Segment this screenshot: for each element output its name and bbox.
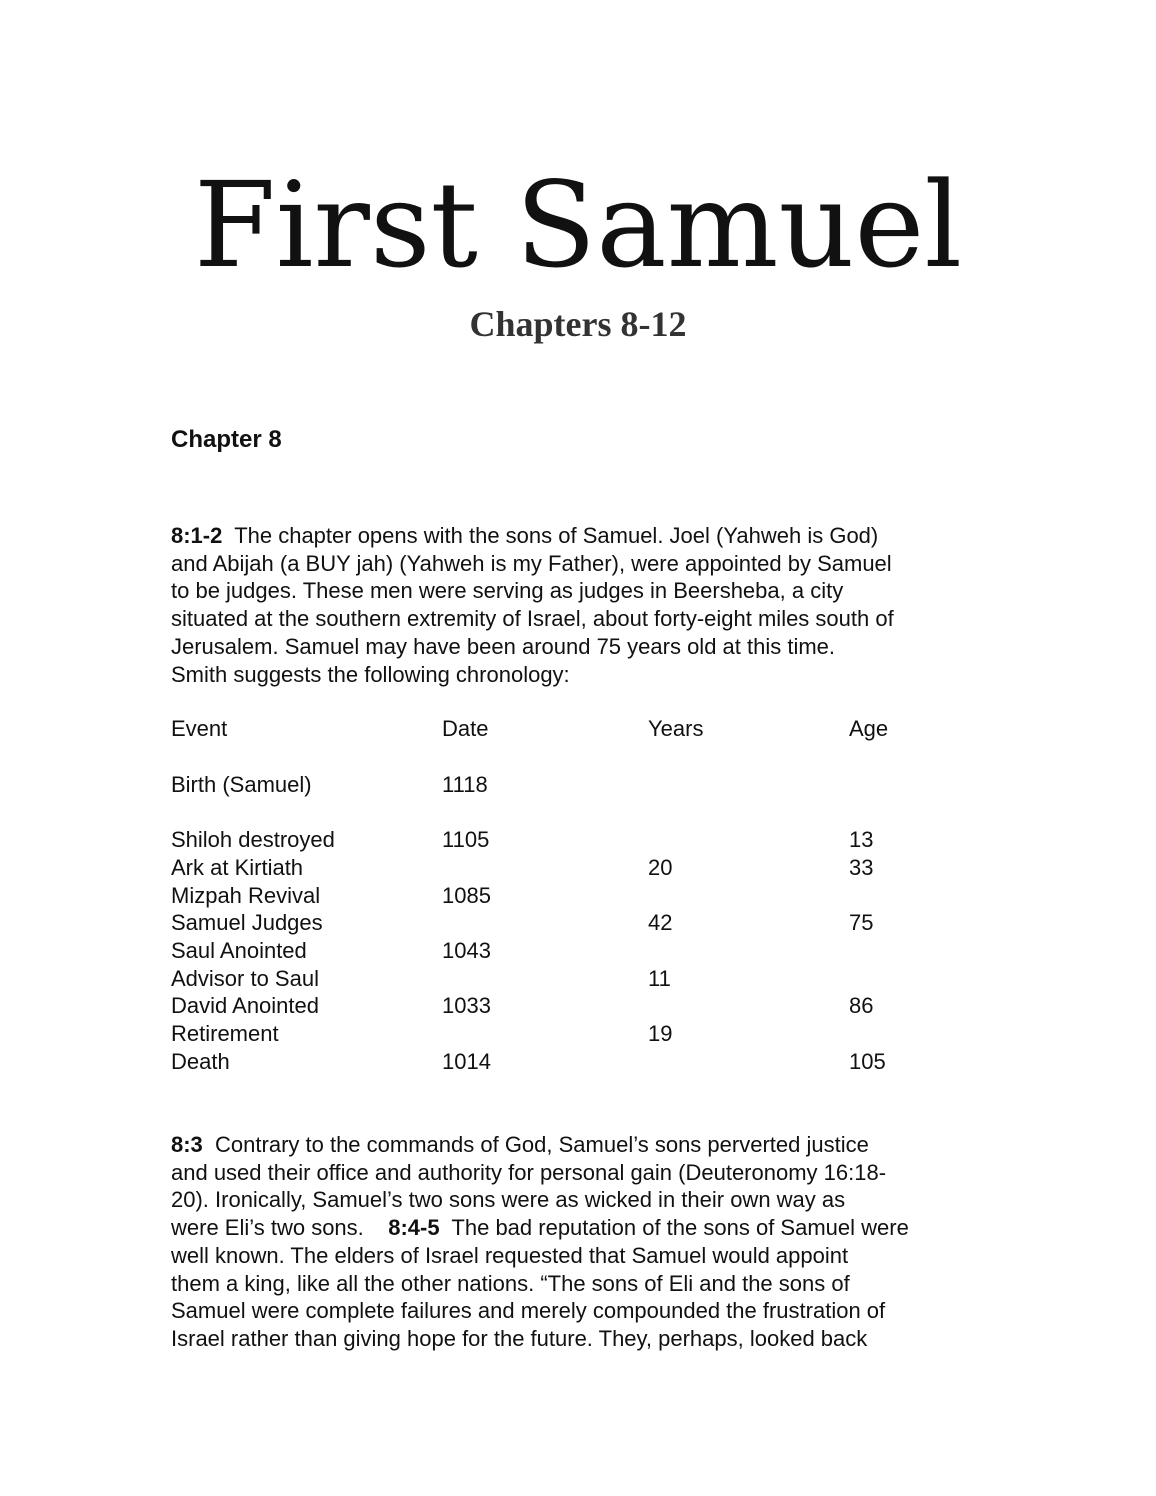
- paragraph-line: [171, 1131, 1001, 1159]
- cell-age: 105: [849, 1049, 886, 1074]
- table-row: [171, 1020, 971, 1048]
- cell-age: 13: [849, 827, 874, 852]
- verse-ref: 8:3: [171, 1132, 203, 1157]
- cell-event: Advisor to Saul: [171, 966, 319, 991]
- cell-date: 1014: [442, 1049, 491, 1074]
- paragraph-line: [171, 522, 1001, 550]
- table-row: [171, 854, 971, 882]
- table-row: [171, 882, 971, 910]
- paragraph-line: Smith suggests the following chronology:: [171, 661, 570, 687]
- table-row: [171, 992, 971, 1020]
- cell-event: David Anointed: [171, 993, 319, 1018]
- cell-date: 1043: [442, 938, 491, 963]
- table-row: [171, 771, 971, 799]
- cell-event: Retirement: [171, 1021, 279, 1046]
- table-row: [171, 965, 971, 993]
- table-row: [171, 937, 971, 965]
- column-header-event: Event: [171, 716, 228, 741]
- cell-age: 86: [849, 993, 874, 1018]
- paragraph-text: The chapter opens with the sons of Samuel. Joel (Yahweh is God): [234, 523, 879, 548]
- paragraph-line: Israel rather than giving hope for the future. They, perhaps, looked back: [171, 1325, 868, 1351]
- paragraph-line: them a king, like all the other nations. “The sons of Eli and the sons of: [171, 1270, 850, 1296]
- verse-ref: 8:1-2: [171, 523, 223, 548]
- cell-age: 33: [849, 855, 874, 880]
- paragraph-line: to be judges. These men were serving as judges in Beersheba, a city: [171, 578, 844, 604]
- cell-years: 42: [648, 910, 673, 935]
- paragraph-line: well known. The elders of Israel requested that Samuel would appoint: [171, 1242, 849, 1268]
- verse-ref: 8:4-5: [388, 1215, 440, 1241]
- cell-years: 11: [648, 966, 671, 991]
- cell-years: 19: [648, 1021, 673, 1046]
- paragraph-text: Contrary to the commands of God, Samuel’s sons perverted justice: [215, 1132, 869, 1157]
- cell-event: Shiloh destroyed: [171, 827, 335, 852]
- cell-event: Saul Anointed: [171, 938, 307, 963]
- paragraph-line: and Abijah (a BUY jah) (Yahweh is my Father), were appointed by Samuel: [171, 550, 892, 576]
- cell-date: 1033: [442, 993, 491, 1018]
- cell-date: 1085: [442, 883, 491, 908]
- paragraph-text: The bad reputation of the sons of Samuel were: [451, 1215, 909, 1241]
- table-row: [171, 826, 971, 854]
- column-header-years: Years: [648, 716, 704, 741]
- cell-years: 20: [648, 855, 673, 880]
- paragraph-text: were Eli’s two sons.: [171, 1215, 364, 1241]
- cell-event: Ark at Kirtiath: [171, 855, 304, 880]
- paragraph-line: and used their office and authority for personal gain (Deuteronomy 16:18-: [171, 1159, 887, 1185]
- paragraph-line: [171, 1214, 1001, 1242]
- cell-event: Death: [171, 1049, 230, 1074]
- chapter-heading: Chapter 8: [171, 426, 282, 453]
- cell-age: 75: [849, 910, 874, 935]
- table-row: [171, 1048, 971, 1076]
- cell-event: Birth (Samuel): [171, 772, 312, 797]
- paragraph-8-1-2: [171, 522, 1001, 688]
- cell-date: 1105: [442, 827, 490, 852]
- table-row: [171, 909, 971, 937]
- cell-event: Mizpah Revival: [171, 883, 321, 908]
- column-header-age: Age: [849, 716, 889, 741]
- document-title: First Samuel: [193, 156, 963, 294]
- table-header-row: [171, 715, 971, 743]
- paragraph-line: Jerusalem. Samuel may have been around 75 years old at this time.: [171, 633, 836, 659]
- column-header-date: Date: [442, 716, 489, 741]
- paragraph-8-3: [171, 1131, 1001, 1353]
- paragraph-line: 20). Ironically, Samuel’s two sons were as wicked in their own way as: [171, 1187, 846, 1213]
- paragraph-line: situated at the southern extremity of Israel, about forty-eight miles south of: [171, 606, 894, 632]
- cell-date: 1118: [442, 772, 488, 797]
- document-subtitle: Chapters 8-12: [469, 304, 687, 344]
- paragraph-line: Samuel were complete failures and merely compounded the frustration of: [171, 1298, 886, 1324]
- cell-event: Samuel Judges: [171, 910, 323, 935]
